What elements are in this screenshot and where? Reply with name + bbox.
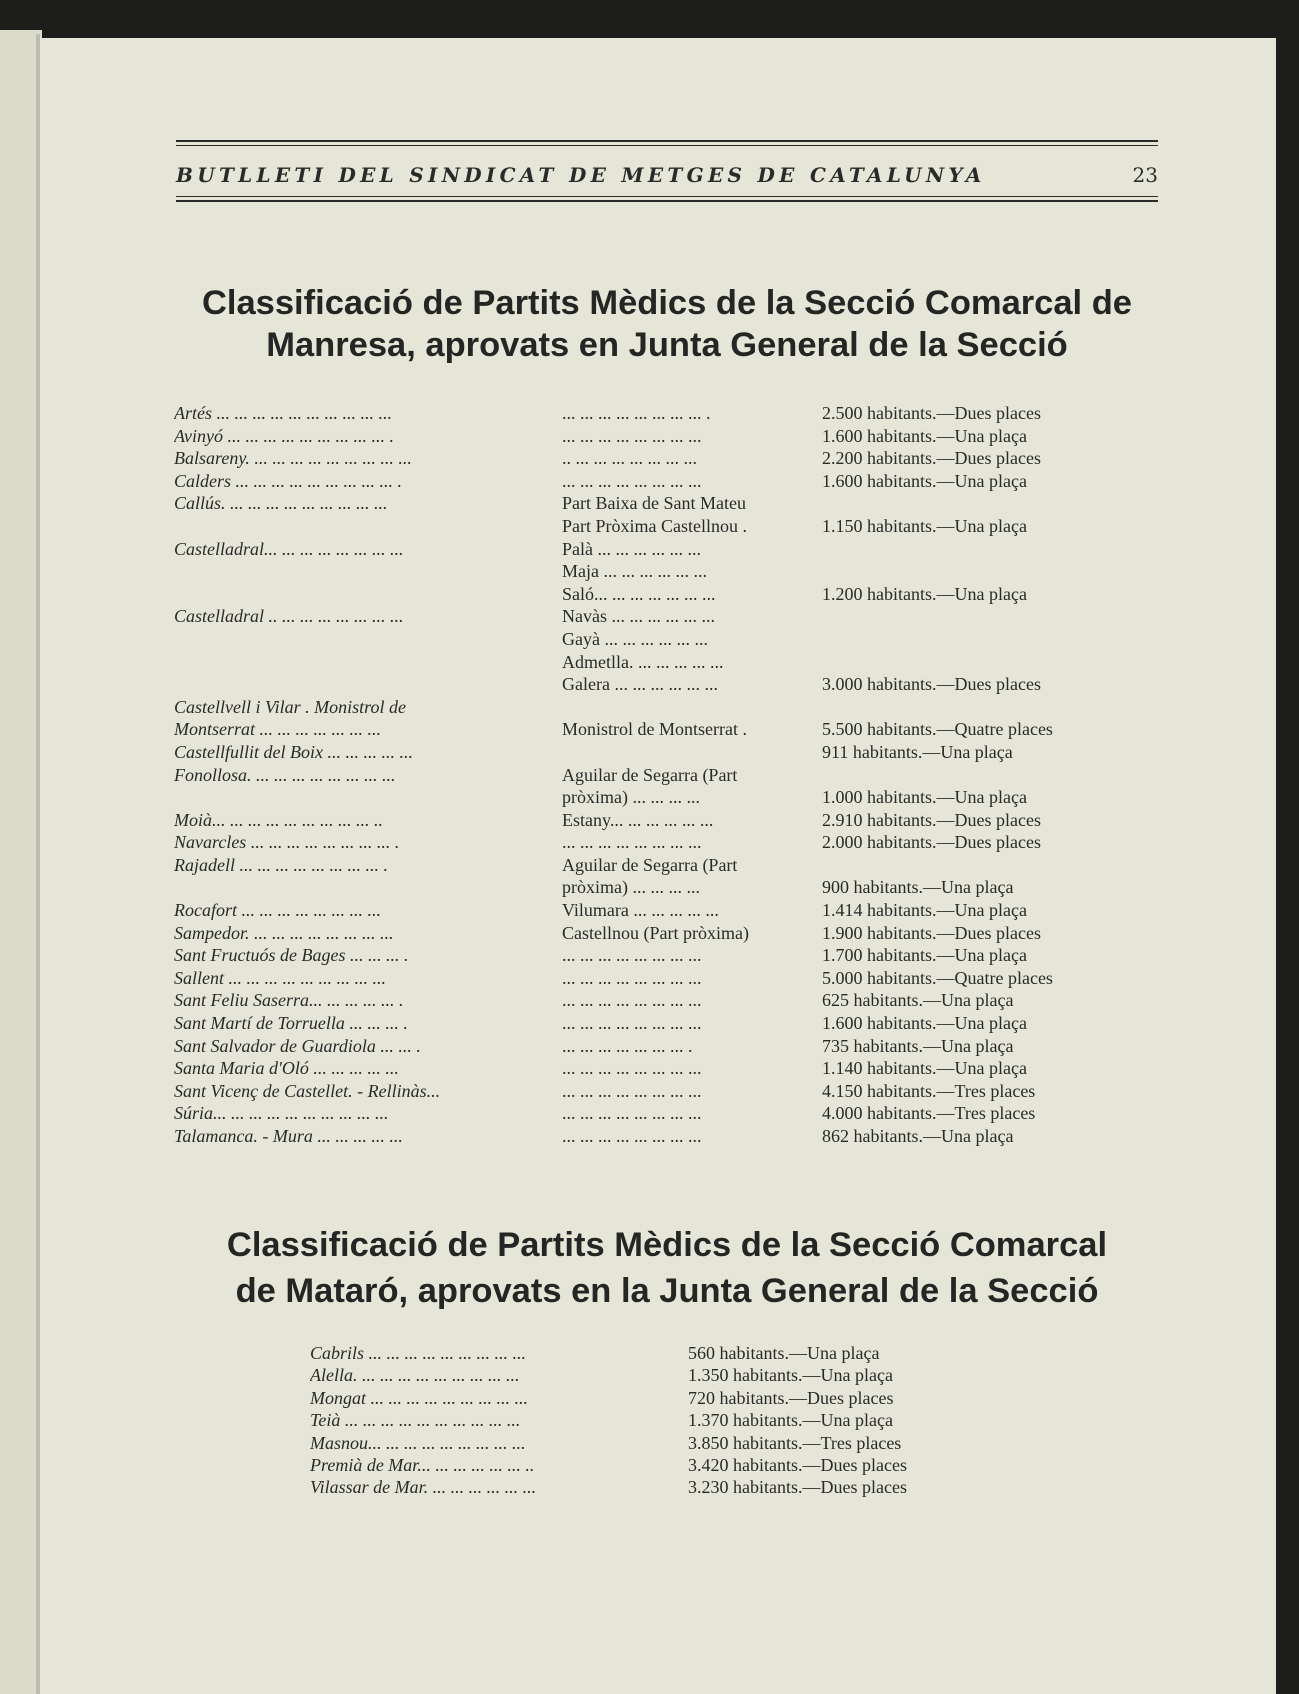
table-row [310, 1432, 1010, 1454]
district-cell: pròxima) ... ... ... ... [562, 787, 700, 808]
population-cell: 3.230 habitants.—Dues places [688, 1477, 907, 1498]
population-cell: 5.000 habitants.—Quatre places [822, 967, 1053, 988]
table-row [174, 1102, 1166, 1125]
district-cell: Part Baixa de Sant Mateu [562, 493, 746, 514]
section2-title: Classificació de Partits Mèdics de la Secció Comarcal de Mataró, aprovats en la Junta General de la Secció [226, 1226, 1108, 1310]
table-row [174, 1080, 1166, 1103]
municipality-cell: Avinyó ... ... ... ... ... ... ... ... ... . [174, 425, 394, 446]
population-cell: 1.900 habitants.—Dues places [822, 922, 1041, 943]
page-number: 23 [1132, 163, 1158, 187]
municipality-cell: Talamanca. - Mura ... ... ... ... ... [174, 1126, 403, 1146]
population-cell: 1.350 habitants.—Una plaça [688, 1365, 893, 1386]
municipality-cell: Sant Fructuós de Bages ... ... ... . [174, 945, 409, 966]
table-row [174, 764, 1166, 787]
district-cell: Aguilar de Segarra (Part [562, 854, 738, 875]
district-cell: ... ... ... ... ... ... ... ... [562, 1080, 702, 1101]
population-cell: 560 habitants.—Una plaça [688, 1343, 880, 1363]
population-cell: 1.200 habitants.—Una plaça [822, 583, 1027, 604]
district-cell: Monistrol de Montserrat . [562, 719, 747, 740]
municipality-cell: Castellvell i Vilar . Monistrol de [174, 696, 406, 717]
table-row [174, 809, 1166, 832]
district-cell: ... ... ... ... ... ... ... . [562, 1035, 693, 1056]
table-row [174, 741, 1166, 764]
municipality-cell: Masnou... ... ... ... ... ... ... ... ... [310, 1432, 526, 1453]
municipality-cell: Castelladral .. ... ... ... ... ... ... ... [174, 606, 404, 627]
population-cell: 2.000 habitants.—Dues places [822, 832, 1041, 853]
district-cell: ... ... ... ... ... ... ... ... [562, 470, 702, 491]
population-cell: 4.150 habitants.—Tres places [822, 1080, 1036, 1101]
district-cell: Castellnou (Part pròxima) [562, 922, 749, 943]
municipality-cell: Calders ... ... ... ... ... ... ... ... ... . [174, 470, 403, 491]
manresa-table [174, 402, 1166, 1148]
district-cell: ... ... ... ... ... ... ... ... [562, 945, 702, 966]
population-cell: 1.600 habitants.—Una plaça [822, 425, 1027, 446]
municipality-cell: Montserrat ... ... ... ... ... ... ... [174, 719, 381, 740]
district-cell: Admetlla. ... ... ... ... ... [562, 651, 724, 672]
municipality-cell: Balsareny. ... ... ... ... ... ... ... ... ... [174, 448, 412, 469]
population-cell: 1.600 habitants.—Una plaça [822, 470, 1027, 491]
municipality-cell: Alella. ... ... ... ... ... ... ... ... ... [310, 1365, 520, 1386]
table-row [174, 1035, 1166, 1058]
table-row [174, 583, 1166, 606]
journal-title: BUTLLETI DEL SINDICAT DE METGES DE CATALUNYA [176, 163, 986, 187]
municipality-cell: Sant Feliu Saserra... ... ... ... ... . [174, 990, 404, 1011]
municipality-cell: Castelladral... ... ... ... ... ... ... ... [174, 538, 404, 559]
table-row [174, 470, 1166, 493]
population-cell: 4.000 habitants.—Tres places [822, 1103, 1036, 1124]
municipality-cell: Callús. ... ... ... ... ... ... ... ... ... [174, 493, 388, 514]
table-row [174, 696, 1166, 719]
table-row [174, 1012, 1166, 1035]
municipality-cell: Cabrils ... ... ... ... ... ... ... ... ... [310, 1343, 527, 1363]
municipality-cell: Moià... ... ... ... ... ... ... ... ... .. [174, 809, 383, 830]
population-cell: 720 habitants.—Dues places [688, 1387, 894, 1408]
district-cell: Galera ... ... ... ... ... ... [562, 674, 718, 695]
municipality-cell: Artés ... ... ... ... ... ... ... ... ... ... [174, 403, 392, 423]
population-cell: 900 habitants.—Una plaça [822, 877, 1014, 898]
header-rule-bottom-thin [176, 196, 1158, 197]
municipality-cell: Sant Vicenç de Castellet. - Rellinàs... [174, 1080, 441, 1101]
population-cell: 5.500 habitants.—Quatre places [822, 719, 1053, 740]
district-cell: ... ... ... ... ... ... ... ... [562, 1126, 702, 1146]
population-cell: 3.850 habitants.—Tres places [688, 1432, 902, 1453]
table-row [174, 673, 1166, 696]
district-cell: Gayà ... ... ... ... ... ... [562, 628, 708, 649]
municipality-cell: Teià ... ... ... ... ... ... ... ... ... ... [310, 1410, 521, 1431]
municipality-cell: Sant Martí de Torruella ... ... ... . [174, 1013, 408, 1034]
district-cell: ... ... ... ... ... ... ... ... [562, 967, 702, 988]
table-row [310, 1387, 1010, 1409]
table-row [174, 402, 1166, 425]
population-cell: 862 habitants.—Una plaça [822, 1126, 1014, 1146]
municipality-cell: Fonollosa. ... ... ... ... ... ... ... ... [174, 764, 396, 785]
table-row [310, 1409, 1010, 1431]
table-row [174, 605, 1166, 628]
table-row [174, 786, 1166, 809]
municipality-cell: Mongat ... ... ... ... ... ... ... ... ... [310, 1387, 528, 1408]
municipality-cell: Rajadell ... ... ... ... ... ... ... ... . [174, 854, 388, 875]
municipality-cell: Súria... ... ... ... ... ... ... ... ... ... [174, 1103, 389, 1124]
district-cell: ... ... ... ... ... ... ... ... [562, 1013, 702, 1034]
district-cell: Aguilar de Segarra (Part [562, 764, 738, 785]
municipality-cell: Sallent ... ... ... ... ... ... ... ... ... [174, 967, 386, 988]
population-cell: 1.000 habitants.—Una plaça [822, 787, 1027, 808]
district-cell: pròxima) ... ... ... ... [562, 877, 700, 898]
population-cell: 3.420 habitants.—Dues places [688, 1454, 907, 1475]
population-cell: 1.150 habitants.—Una plaça [822, 515, 1027, 536]
population-cell: 1.140 habitants.—Una plaça [822, 1058, 1027, 1079]
table-row [310, 1476, 1010, 1498]
district-cell: ... ... ... ... ... ... ... ... [562, 425, 702, 446]
municipality-cell: Rocafort ... ... ... ... ... ... ... ... [174, 900, 381, 921]
district-cell: ... ... ... ... ... ... ... ... [562, 832, 702, 853]
district-cell: .. ... ... ... ... ... ... ... [562, 448, 697, 469]
table-row [310, 1364, 1010, 1386]
header-rule-top [176, 140, 1158, 142]
table-row [174, 831, 1166, 854]
district-cell: ... ... ... ... ... ... ... ... [562, 1103, 702, 1124]
population-cell: 3.000 habitants.—Dues places [822, 674, 1041, 695]
table-row [174, 447, 1166, 470]
municipality-cell: Sant Salvador de Guardiola ... ... . [174, 1035, 421, 1056]
municipality-cell: Premià de Mar... ... ... ... ... ... .. [310, 1454, 535, 1475]
population-cell: 1.414 habitants.—Una plaça [822, 900, 1027, 921]
population-cell: 735 habitants.—Una plaça [822, 1035, 1014, 1056]
municipality-cell: Vilassar de Mar. ... ... ... ... ... ... [310, 1477, 537, 1498]
municipality-cell: Santa Maria d'Oló ... ... ... ... ... [174, 1058, 399, 1079]
population-cell: 2.200 habitants.—Dues places [822, 448, 1041, 469]
district-cell: Part Pròxima Castellnou . [562, 515, 747, 536]
running-header [176, 134, 1158, 230]
table-row [174, 718, 1166, 741]
header-rule-top-thin [176, 145, 1158, 146]
table-row [174, 989, 1166, 1012]
table-row [174, 854, 1166, 877]
table-row [174, 1125, 1166, 1148]
population-cell: 2.910 habitants.—Dues places [822, 809, 1041, 830]
district-cell: Saló... ... ... ... ... ... ... [562, 583, 716, 604]
table-row [174, 651, 1166, 674]
table-row [174, 628, 1166, 651]
table-row [174, 538, 1166, 561]
table-row [310, 1342, 1010, 1364]
district-cell: ... ... ... ... ... ... ... ... . [562, 403, 711, 423]
table-row [174, 876, 1166, 899]
population-cell: 1.700 habitants.—Una plaça [822, 945, 1027, 966]
table-row [174, 492, 1166, 515]
district-cell: Estany... ... ... ... ... ... [562, 809, 714, 830]
table-row [174, 944, 1166, 967]
table-row [174, 560, 1166, 583]
table-row [174, 899, 1166, 922]
municipality-cell: Sampedor. ... ... ... ... ... ... ... ... [174, 922, 394, 943]
district-cell: ... ... ... ... ... ... ... ... [562, 1058, 702, 1079]
district-cell: Maja ... ... ... ... ... ... [562, 561, 707, 582]
district-cell: Vilumara ... ... ... ... ... [562, 900, 719, 921]
header-rule-bottom [176, 200, 1158, 202]
municipality-cell: Castellfullit del Boix ... ... ... ... ... [174, 741, 413, 762]
document-page [40, 38, 1276, 1694]
district-cell: Palà ... ... ... ... ... ... [562, 538, 701, 559]
section1-title: Classificació de Partits Mèdics de la Secció Comarcal de Manresa, aprovats en Junta General de la Secció [202, 284, 1132, 364]
population-cell: 625 habitants.—Una plaça [822, 990, 1014, 1011]
district-cell: ... ... ... ... ... ... ... ... [562, 990, 702, 1011]
municipality-cell: Navarcles ... ... ... ... ... ... ... ... . [174, 832, 400, 853]
table-row [174, 922, 1166, 945]
district-cell: Navàs ... ... ... ... ... ... [562, 606, 715, 627]
table-row [174, 1057, 1166, 1080]
table-row [174, 425, 1166, 448]
table-row [310, 1454, 1010, 1476]
population-cell: 911 habitants.—Una plaça [822, 741, 1013, 762]
mataro-table [310, 1342, 1010, 1499]
population-cell: 1.370 habitants.—Una plaça [688, 1410, 893, 1431]
population-cell: 1.600 habitants.—Una plaça [822, 1013, 1027, 1034]
table-row [174, 515, 1166, 538]
table-row [174, 967, 1166, 990]
population-cell: 2.500 habitants.—Dues places [822, 403, 1041, 423]
